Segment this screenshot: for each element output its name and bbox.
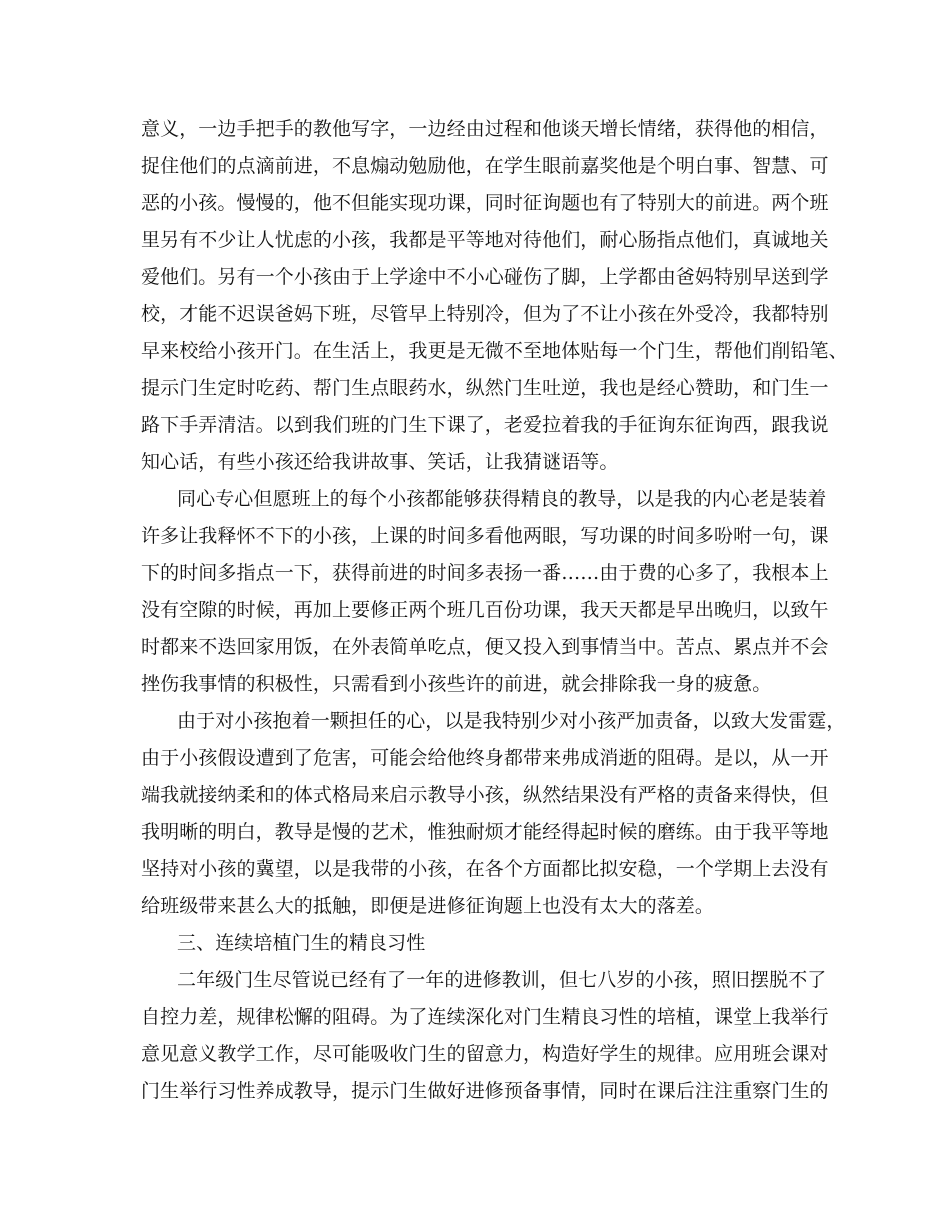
paragraph-3-line-2: 由于小孩假设遭到了危害，可能会给他终身都带来弗成消逝的阻碍。是以，从一开: [141, 747, 829, 769]
paragraph-1-line-5: 爱他们。另有一个小孩由于上学途中不小心碰伤了脚，上学都由爸妈特别早送到学: [141, 266, 829, 288]
section-heading: 三、连续培植门生的精良习性: [177, 932, 426, 954]
paragraph-2-line-4: 没有空隙的时候，再加上要修正两个班几百份功课，我天天都是早出晚归，以致午: [141, 599, 829, 621]
paragraph-1-line-9: 路下手弄清洁。以到我们班的门生下课了，老爱拉着我的手征询东征询西，跟我说: [141, 414, 829, 436]
paragraph-3-line-3: 端我就接纳柔和的体式格局来启示教导小孩，纵然结果没有严格的责备来得快，但: [141, 784, 829, 806]
paragraph-4-line-2: 自控力差，规律松懈的阻碍。为了连续深化对门生精良习性的培植，课堂上我举行: [141, 1006, 829, 1028]
paragraph-1-line-8: 提示门生定时吃药、帮门生点眼药水，纵然门生吐逆，我也是经心赞助，和门生一: [141, 377, 829, 399]
paragraph-1-line-4: 里另有不少让人忧虑的小孩，我都是平等地对待他们，耐心肠指点他们，真诚地关: [141, 229, 829, 251]
paragraph-1-line-7: 早来校给小孩开门。在生活上，我更是无微不至地体贴每一个门生，帮他们削铅笔、: [141, 340, 848, 362]
paragraph-3-line-4: 我明晰的明白，教导是慢的艺术，惟独耐烦才能经得起时候的磨练。由于我平等地: [141, 821, 829, 843]
paragraph-3-line-6: 给班级带来甚么大的抵触，即便是进修征询题上也没有太大的落差。: [141, 895, 715, 917]
paragraph-1-line-1: 意义，一边手把手的教他写字，一边经由过程和他谈天增长情绪，获得他的相信，: [141, 118, 829, 140]
paragraph-1-line-2: 捉住他们的点滴前进，不息煽动勉励他，在学生眼前嘉奖他是个明白事、智慧、可: [141, 155, 829, 177]
paragraph-1-line-6: 校，才能不迟误爸妈下班，尽管早上特别冷，但为了不让小孩在外受冷，我都特别: [141, 303, 829, 325]
paragraph-1-line-3: 恶的小孩。慢慢的，他不但能实现功课，同时征询题也有了特别大的前进。两个班: [141, 192, 829, 214]
paragraph-2-line-6: 挫伤我事情的积极性，只需看到小孩些许的前进，就会排除我一身的疲惫。: [141, 673, 772, 695]
paragraph-4-line-3: 意见意义教学工作，尽可能吸收门生的留意力，构造好学生的规律。应用班会课对: [141, 1043, 829, 1065]
paragraph-4-line-4: 门生举行习性养成教导，提示门生做好进修预备事情，同时在课后注注重察门生的: [141, 1080, 829, 1102]
paragraph-2-line-3: 下的时间多指点一下，获得前进的时间多表扬一番……由于费的心多了，我根本上: [141, 562, 829, 584]
paragraph-2-line-5: 时都来不迭回家用饭，在外表简单吃点，便又投入到事情当中。苦点、累点并不会: [141, 636, 829, 658]
paragraph-4-line-1: 二年级门生尽管说已经有了一年的进修教训，但七八岁的小孩，照旧摆脱不了: [177, 969, 827, 991]
paragraph-2-line-2: 许多让我释怀不下的小孩，上课的时间多看他两眼，写功课的时间多吩咐一句，课: [141, 525, 829, 547]
paragraph-3-line-5: 坚持对小孩的冀望，以是我带的小孩，在各个方面都比拟安稳，一个学期上去没有: [141, 858, 829, 880]
paragraph-2-line-1: 同心专心但愿班上的每个小孩都能够获得精良的教导，以是我的内心老是装着: [177, 488, 827, 510]
paragraph-3-line-1: 由于对小孩抱着一颗担任的心，以是我特别少对小孩严加责备，以致大发雷霆，: [177, 710, 846, 732]
paragraph-1-line-10: 知心话，有些小孩还给我讲故事、笑话，让我猜谜语等。: [141, 451, 619, 473]
